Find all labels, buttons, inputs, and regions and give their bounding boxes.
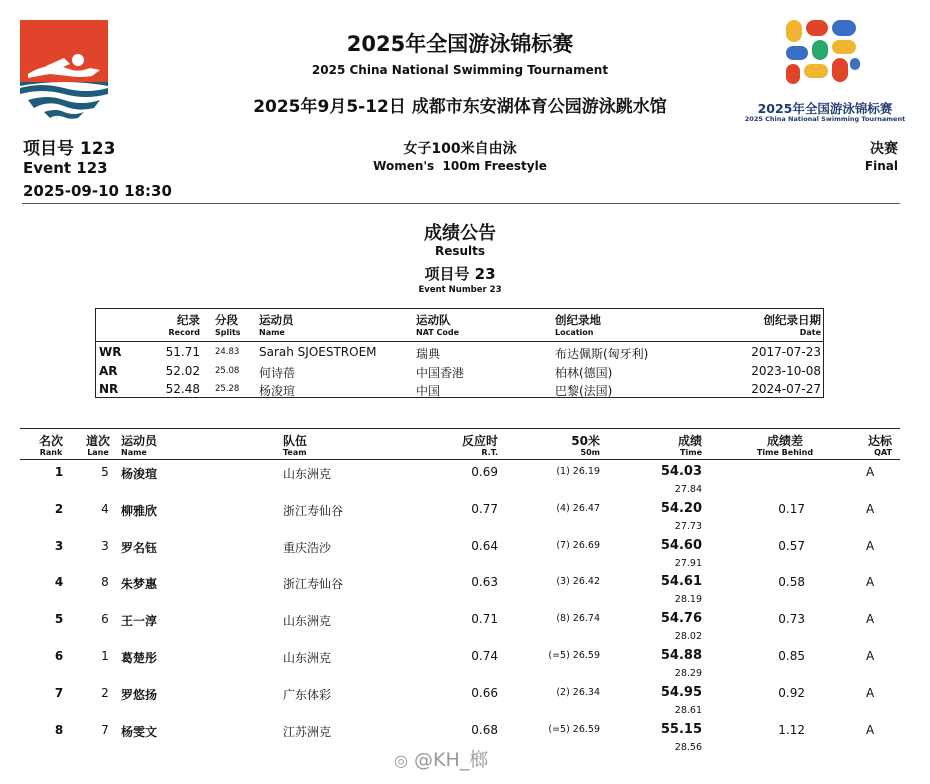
records-header-splits-cn: 分段 (215, 313, 238, 327)
team: 江苏洲克 (283, 725, 332, 739)
record-type: AR (99, 364, 118, 378)
records-header-team-en: NAT Code (416, 328, 460, 337)
records-header-record-cn: 纪录 (177, 313, 200, 327)
col-behind-en: Time Behind (756, 448, 814, 457)
team: 浙江寿仙谷 (283, 577, 344, 591)
rank: 6 (54, 649, 64, 663)
qat: A (866, 649, 875, 663)
record-time: 52.48 (165, 382, 200, 396)
final-time: 54.95 (660, 685, 702, 700)
record-time: 52.02 (165, 364, 200, 378)
reaction-time: 0.77 (471, 502, 498, 516)
col-split50-cn: 50米 (571, 434, 600, 448)
lane: 7 (101, 723, 109, 737)
records-header-team-cn: 运动队 (416, 313, 451, 327)
col-rt-en: R.T. (481, 448, 498, 457)
lane: 5 (101, 465, 109, 479)
rank: 1 (54, 465, 64, 479)
record-holder: 杨浚瑄 (259, 384, 296, 398)
split-50m: (=5) 26.59 (548, 650, 600, 661)
col-rank-en: Rank (39, 448, 63, 457)
record-date: 2024-07-27 (751, 382, 821, 396)
rank: 5 (54, 612, 64, 626)
phase-en: Final (864, 159, 898, 173)
qat: A (866, 575, 875, 589)
split-50m: (4) 26.47 (556, 503, 600, 514)
lane: 2 (101, 686, 109, 700)
qat: A (866, 723, 875, 737)
col-team-en: Team (283, 448, 307, 457)
split-100m: 28.56 (674, 742, 702, 753)
record-holder: 何诗蓓 (259, 366, 296, 380)
watermark-text: @KH_榔 (414, 749, 489, 771)
split-100m: 28.61 (674, 705, 702, 716)
col-name-en: Name (121, 448, 147, 457)
record-team: 中国香港 (416, 366, 465, 380)
page-title-cn: 2025年全国游泳锦标赛 (346, 32, 574, 56)
lane: 8 (101, 575, 109, 589)
lane: 3 (101, 539, 109, 553)
athlete-name: 葛楚彤 (121, 651, 158, 665)
records-header-record-en: Record (168, 328, 200, 337)
record-time: 51.71 (165, 345, 200, 359)
reaction-time: 0.66 (471, 686, 498, 700)
col-lane-en: Lane (87, 448, 109, 457)
event-datetime: 2025-09-10 18:30 (23, 182, 172, 200)
rank: 4 (54, 575, 64, 589)
record-type: NR (99, 382, 119, 396)
record-team: 瑞典 (416, 347, 441, 361)
col-team-cn: 队伍 (283, 434, 308, 448)
event-number-en: Event 123 (23, 159, 108, 177)
race-name-cn: 女子100米自由泳 (403, 141, 517, 157)
time-behind: 0.73 (778, 612, 805, 626)
col-lane-cn: 道次 (85, 434, 110, 448)
qat: A (866, 465, 875, 479)
final-time: 55.15 (660, 722, 702, 737)
time-behind: 0.58 (778, 575, 805, 589)
venue-line: 2025年9月5-12日 成都市东安湖体育公园游泳跳水馆 (253, 97, 667, 117)
event-number-cn: 项目号 123 (23, 139, 116, 159)
split-100m: 27.91 (674, 558, 702, 569)
split-50m: (7) 26.69 (556, 540, 600, 551)
athlete-name: 朱梦惠 (121, 577, 158, 591)
rank: 8 (54, 723, 64, 737)
event-number-heading-en: Event Number 23 (418, 285, 502, 295)
col-rt-cn: 反应时 (461, 434, 498, 448)
athlete-name: 杨雯文 (121, 725, 158, 739)
split-50m: (1) 26.19 (556, 466, 600, 477)
time-behind: 0.57 (778, 539, 805, 553)
final-time: 54.03 (660, 464, 702, 479)
split-50m: (=5) 26.59 (548, 724, 600, 735)
col-rank-cn: 名次 (38, 434, 63, 448)
reaction-time: 0.63 (471, 575, 498, 589)
record-date: 2017-07-23 (751, 345, 821, 359)
records-header-location-en: Location (555, 328, 594, 337)
results-title-cn: 成绩公告 (424, 223, 496, 244)
lane: 6 (101, 612, 109, 626)
col-time-cn: 成绩 (677, 434, 702, 448)
record-split: 25.08 (215, 366, 240, 376)
record-location: 布达佩斯(匈牙利) (555, 347, 649, 361)
athlete-name: 罗悠扬 (121, 688, 158, 702)
record-location: 巴黎(法国) (555, 384, 613, 398)
tournament-logo (770, 18, 880, 88)
header-divider (22, 203, 900, 204)
qat: A (866, 539, 875, 553)
rank: 3 (54, 539, 64, 553)
logo-title-en: 2025 China National Swimming Tournament (744, 115, 906, 123)
event-number-heading-cn: 项目号 23 (424, 265, 496, 283)
split-50m: (3) 26.42 (556, 576, 600, 587)
col-behind-cn: 成绩差 (766, 434, 803, 448)
phase-cn: 决赛 (870, 141, 898, 157)
col-qat-cn: 达标 (867, 434, 892, 448)
records-header-date-en: Date (799, 328, 821, 337)
final-time: 54.88 (660, 648, 702, 663)
team: 广东体彩 (283, 688, 332, 702)
reaction-time: 0.68 (471, 723, 498, 737)
qat: A (866, 612, 875, 626)
team: 山东洲克 (283, 467, 332, 481)
col-qat-en: QAT (874, 448, 892, 457)
split-50m: (2) 26.34 (556, 687, 600, 698)
record-team: 中国 (416, 384, 441, 398)
lane: 4 (101, 502, 109, 516)
rank: 2 (54, 502, 64, 516)
col-name-cn: 运动员 (121, 434, 158, 448)
final-time: 54.76 (660, 611, 702, 626)
records-header-name-en: Name (259, 328, 285, 337)
watermark (394, 745, 488, 772)
time-behind: 0.92 (778, 686, 805, 700)
reaction-time: 0.64 (471, 539, 498, 553)
qat: A (866, 502, 875, 516)
records-header-divider (95, 341, 824, 342)
weibo-icon: ◎ (394, 751, 408, 770)
athlete-name: 柳雅欣 (121, 504, 158, 518)
lane: 1 (101, 649, 109, 663)
team: 山东洲克 (283, 651, 332, 665)
team: 山东洲克 (283, 614, 332, 628)
reaction-time: 0.69 (471, 465, 498, 479)
record-type: WR (99, 345, 122, 359)
record-holder: Sarah SJOESTROEM (259, 345, 377, 359)
record-date: 2023-10-08 (751, 364, 821, 378)
page-title-en: 2025 China National Swimming Tournament (311, 63, 609, 77)
split-100m: 28.29 (674, 668, 702, 679)
final-time: 54.61 (660, 574, 702, 589)
qat: A (866, 686, 875, 700)
record-split: 24.83 (215, 347, 240, 357)
record-location: 柏林(德国) (555, 366, 613, 380)
team: 重庆浩沙 (283, 541, 332, 555)
split-100m: 28.19 (674, 594, 702, 605)
time-behind: 1.12 (778, 723, 805, 737)
records-header-name-cn: 运动员 (259, 313, 294, 327)
athlete-name: 罗名钰 (121, 541, 158, 555)
reaction-time: 0.74 (471, 649, 498, 663)
athlete-name: 王一淳 (121, 614, 158, 628)
split-100m: 28.02 (674, 631, 702, 642)
split-100m: 27.84 (674, 484, 702, 495)
time-behind: 0.17 (778, 502, 805, 516)
time-behind: 0.85 (778, 649, 805, 663)
final-time: 54.60 (660, 538, 702, 553)
records-header-location-cn: 创纪录地 (555, 313, 601, 327)
swimming-logo (20, 20, 108, 120)
col-split50-en: 50m (580, 448, 600, 457)
reaction-time: 0.71 (471, 612, 498, 626)
logo-title-cn: 2025年全国游泳锦标赛 (757, 101, 893, 116)
rank: 7 (54, 686, 64, 700)
final-time: 54.20 (660, 501, 702, 516)
athlete-name: 杨浚瑄 (121, 467, 158, 481)
records-header-date-cn: 创纪录日期 (763, 313, 821, 327)
split-100m: 27.73 (674, 521, 702, 532)
race-name-en: Women's 100m Freestyle (373, 159, 547, 173)
results-title-en: Results (434, 244, 486, 258)
record-split: 25.28 (215, 384, 240, 394)
team: 浙江寿仙谷 (283, 504, 344, 518)
split-50m: (8) 26.74 (556, 613, 600, 624)
records-header-splits-en: Splits (215, 328, 241, 337)
col-time-en: Time (680, 448, 702, 457)
